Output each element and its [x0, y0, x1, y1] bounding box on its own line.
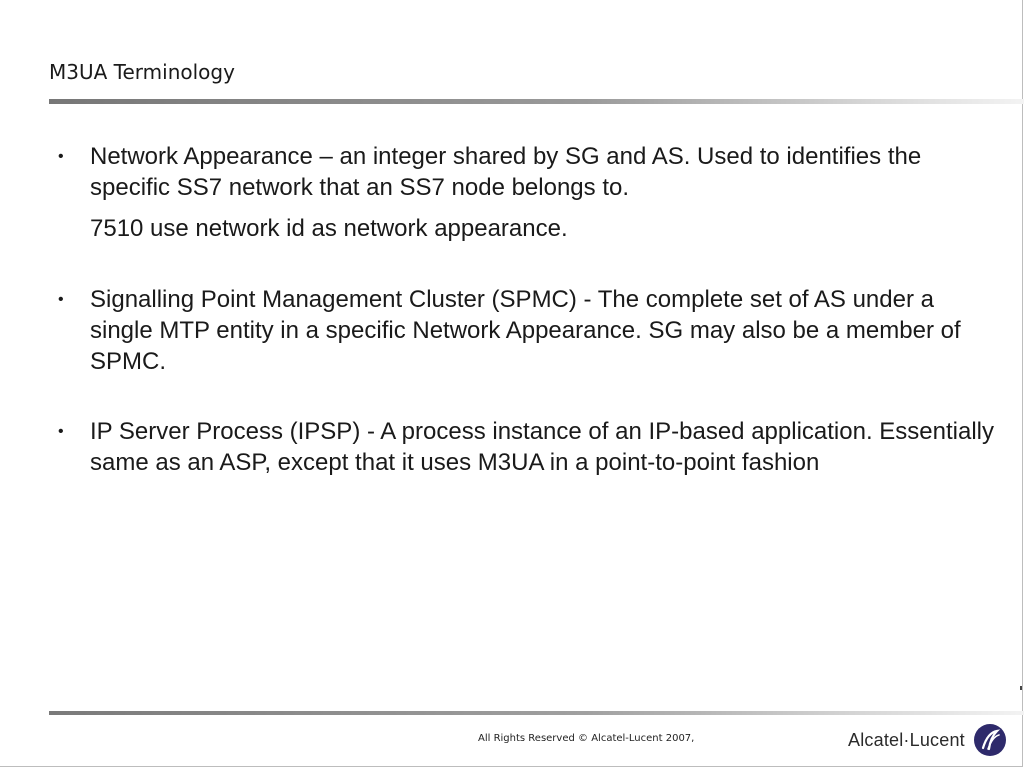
bullet-network-appearance — [58, 141, 998, 203]
alcatel-lucent-swirl-icon — [973, 723, 1007, 757]
bullet-marker: • — [58, 423, 64, 440]
bullet-marker: • — [58, 148, 64, 165]
footer-copyright: All Rights Reserved © Alcatel-Lucent 2007, — [478, 733, 695, 744]
logo-text: Alcatel·Lucent — [848, 729, 965, 750]
edge-mark — [1020, 686, 1022, 690]
slide-title: M3UA Terminology — [49, 60, 235, 84]
company-logo — [848, 722, 1007, 758]
title-divider — [49, 99, 1024, 104]
bullet-marker: • — [58, 291, 64, 308]
bullet-ipsp — [58, 416, 998, 478]
slide-content — [58, 141, 998, 478]
bullet-text: Signalling Point Management Cluster (SPMC) - The complete set of AS under a single MTP entity in a specific Network Appearance. SG may also be a member of SPMC. — [90, 286, 961, 375]
bullet-text: Network Appearance – an integer shared by SG and AS. Used to identifies the specific SS7 network that an SS7 node belongs to. — [90, 143, 922, 201]
bullet-text: IP Server Process (IPSP) - A process instance of an IP-based application. Essentially same as an ASP, except that it uses M3UA in a point-to-point fashion — [90, 418, 994, 476]
bullet-spmc — [58, 284, 998, 377]
footer-divider — [49, 711, 1024, 715]
bullet-subtext: 7510 use network id as network appearance. — [90, 215, 568, 242]
